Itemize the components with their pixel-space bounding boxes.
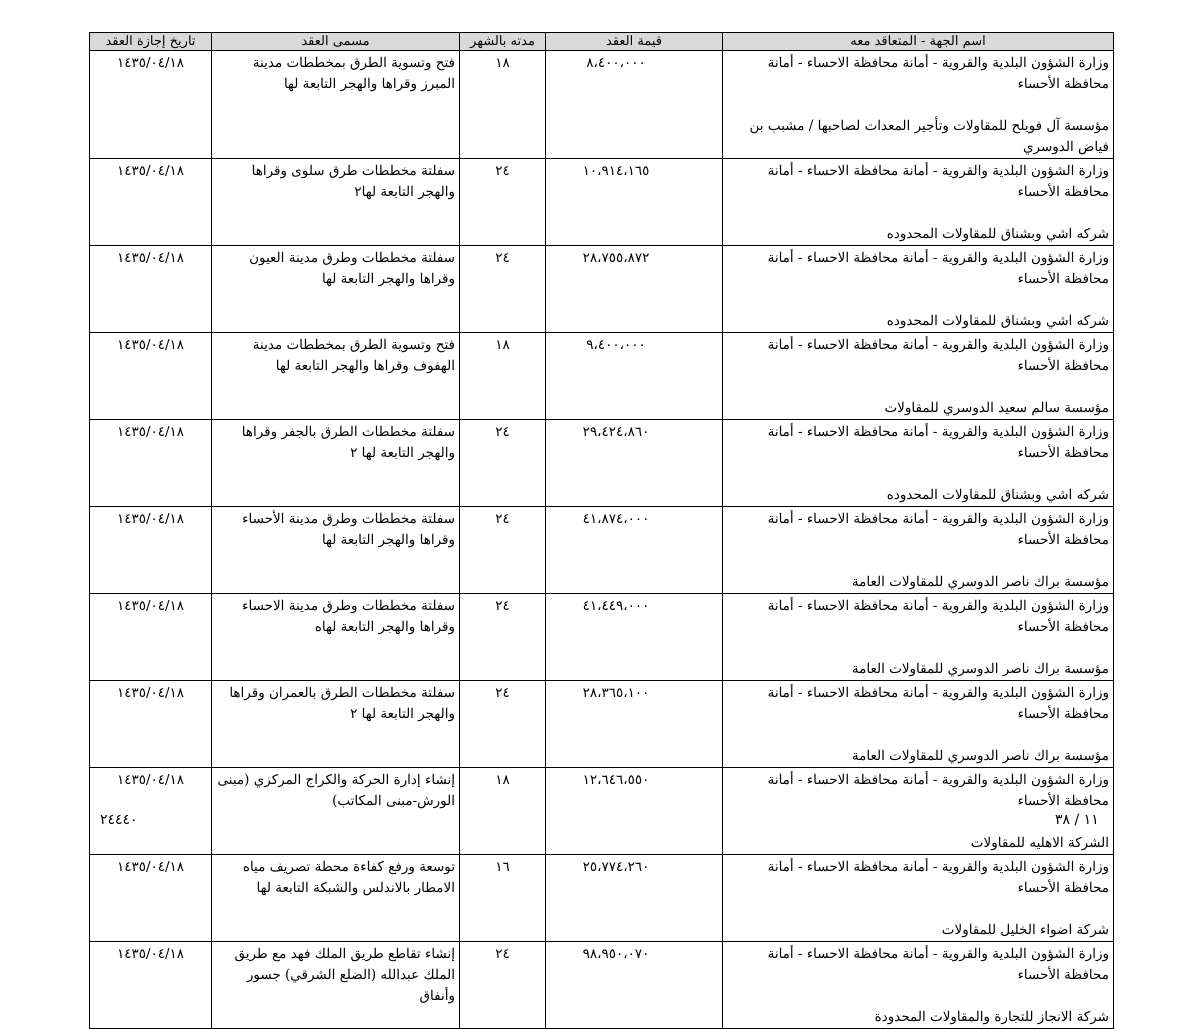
cell-duration: ٢٤ bbox=[460, 159, 546, 246]
contractor-name: شركة الانجاز للتجارة والمقاولات المحدودة bbox=[874, 1009, 1109, 1025]
government-entity: وزارة الشؤون البلدية والقروية - أمانة محافظة الاحساء - أمانة محافظة الأحساء bbox=[767, 424, 1109, 461]
cell-entity bbox=[723, 855, 1114, 942]
cell-approval-date: ١٤٣٥/٠٤/١٨ bbox=[90, 246, 212, 333]
table-row bbox=[90, 594, 1114, 681]
cell-duration: ١٨ bbox=[460, 333, 546, 420]
cell-approval-date: ١٤٣٥/٠٤/١٨ bbox=[90, 855, 212, 942]
cell-contract-name: سفلتة مخططات وطرق مدينة العيون وقراها والهجر التابعة لها bbox=[212, 246, 460, 333]
footer-page-number: ١١ / ٣٨ bbox=[1055, 812, 1099, 828]
government-entity: وزارة الشؤون البلدية والقروية - أمانة محافظة الاحساء - أمانة محافظة الأحساء bbox=[767, 250, 1109, 287]
contractor-name: مؤسسة براك ناصر الدوسري للمقاولات العامة bbox=[851, 574, 1109, 590]
government-entity: وزارة الشؤون البلدية والقروية - أمانة محافظة الاحساء - أمانة محافظة الأحساء bbox=[767, 337, 1109, 374]
cell-contract-name: سفلتة مخططات وطرق مدينة الأحساء وقراها والهجر التابعة لها bbox=[212, 507, 460, 594]
cell-approval-date: ١٤٣٥/٠٤/١٨ bbox=[90, 507, 212, 594]
contracts-table bbox=[89, 32, 1114, 1029]
contractor-name: الشركة الاهليه للمقاولات bbox=[970, 835, 1109, 851]
table-row bbox=[90, 51, 1114, 159]
cell-contract-name: سفلتة مخططات الطرق بالعمران وقراها والهجر التابعة لها ٢ bbox=[212, 681, 460, 768]
table-row bbox=[90, 420, 1114, 507]
header-contract-name: مسمى العقد bbox=[212, 33, 460, 51]
government-entity: وزارة الشؤون البلدية والقروية - أمانة محافظة الاحساء - أمانة محافظة الأحساء bbox=[767, 511, 1109, 548]
contractor-name: مؤسسة براك ناصر الدوسري للمقاولات العامة bbox=[851, 748, 1109, 764]
cell-contract-value: ٢٩،٤٢٤،٨٦٠ bbox=[546, 420, 723, 507]
table-row bbox=[90, 246, 1114, 333]
table-row bbox=[90, 855, 1114, 942]
cell-contract-name: سفلتة مخططات طرق سلوى وقراها والهجر التابعة لها٢ bbox=[212, 159, 460, 246]
cell-entity bbox=[723, 420, 1114, 507]
footer-reference-number: ٢٤٤٤٠ bbox=[100, 812, 138, 828]
cell-duration: ٢٤ bbox=[460, 942, 546, 1029]
cell-contract-name: إنشاء تقاطع طريق الملك فهد مع طريق الملك عبدالله (الضلع الشرقي) جسور وأنفاق bbox=[212, 942, 460, 1029]
cell-contract-value: ٩٨،٩٥٠،٠٧٠ bbox=[546, 942, 723, 1029]
header-approval-date: تاريخ إجازة العقد bbox=[90, 33, 212, 51]
contractor-name: شركه اشي وبشناق للمقاولات المحدوده bbox=[886, 487, 1109, 503]
cell-approval-date: ١٤٣٥/٠٤/١٨ bbox=[90, 333, 212, 420]
government-entity: وزارة الشؤون البلدية والقروية - أمانة محافظة الاحساء - أمانة محافظة الأحساء bbox=[767, 685, 1109, 722]
header-duration: مدته بالشهر bbox=[460, 33, 546, 51]
cell-approval-date: ١٤٣٥/٠٤/١٨ bbox=[90, 768, 212, 855]
cell-contract-name: سفلتة مخططات وطرق مدينة الاحساء وقراها والهجر التابعة لهاه bbox=[212, 594, 460, 681]
cell-entity bbox=[723, 681, 1114, 768]
cell-approval-date: ١٤٣٥/٠٤/١٨ bbox=[90, 420, 212, 507]
contractor-name: مؤسسة سالم سعيد الدوسري للمقاولات bbox=[884, 400, 1109, 416]
cell-duration: ٢٤ bbox=[460, 681, 546, 768]
cell-entity bbox=[723, 51, 1114, 159]
header-value: قيمة العقد bbox=[546, 33, 723, 51]
cell-contract-name: توسعة ورفع كفاءة محطة تصريف مياه الامطار بالاندلس والشبكة التابعة لها bbox=[212, 855, 460, 942]
cell-contract-value: ٨،٤٠٠،٠٠٠ bbox=[546, 51, 723, 159]
cell-contract-name: فتح وتسوية الطرق بمخططات مدينة الهفوف وقراها والهجر التابعة لها bbox=[212, 333, 460, 420]
cell-contract-name: إنشاء إدارة الحركة والكراج المركزي (مبنى الورش-مبنى المكاتب) bbox=[212, 768, 460, 855]
contractor-name: شركه اشي وبشناق للمقاولات المحدوده bbox=[886, 313, 1109, 329]
cell-contract-value: ١٢،٦٤٦،٥٥٠ bbox=[546, 768, 723, 855]
government-entity: وزارة الشؤون البلدية والقروية - أمانة محافظة الاحساء - أمانة محافظة الأحساء bbox=[767, 163, 1109, 200]
contractor-name: مؤسسة براك ناصر الدوسري للمقاولات العامة bbox=[851, 661, 1109, 677]
government-entity: وزارة الشؤون البلدية والقروية - أمانة محافظة الاحساء - أمانة محافظة الأحساء bbox=[767, 55, 1109, 92]
cell-duration: ١٦ bbox=[460, 855, 546, 942]
cell-contract-value: ٢٨،٣٦٥،١٠٠ bbox=[546, 681, 723, 768]
cell-contract-value: ٩،٤٠٠،٠٠٠ bbox=[546, 333, 723, 420]
contractor-name: مؤسسة آل فويلح للمقاولات وتأجير المعدات لصاحبها / مشبب بن فياض الدوسري bbox=[749, 118, 1109, 155]
cell-contract-name: فتح وتسوية الطرق بمخططات مدينة المبرز وقراها والهجر التابعة لها bbox=[212, 51, 460, 159]
table-row bbox=[90, 507, 1114, 594]
cell-contract-value: ٢٨،٧٥٥،٨٧٢ bbox=[546, 246, 723, 333]
contractor-name: شركة اضواء الخليل للمقاولات bbox=[941, 922, 1109, 938]
cell-duration: ١٨ bbox=[460, 768, 546, 855]
cell-entity bbox=[723, 159, 1114, 246]
cell-contract-value: ٤١،٨٧٤،٠٠٠ bbox=[546, 507, 723, 594]
cell-approval-date: ١٤٣٥/٠٤/١٨ bbox=[90, 942, 212, 1029]
table-row bbox=[90, 333, 1114, 420]
table-header-row bbox=[90, 33, 1114, 51]
table-row bbox=[90, 768, 1114, 855]
table-row bbox=[90, 942, 1114, 1029]
cell-duration: ٢٤ bbox=[460, 507, 546, 594]
cell-approval-date: ١٤٣٥/٠٤/١٨ bbox=[90, 594, 212, 681]
cell-contract-value: ٤١،٤٤٩،٠٠٠ bbox=[546, 594, 723, 681]
cell-contract-value: ٢٥،٧٧٤،٢٦٠ bbox=[546, 855, 723, 942]
cell-approval-date: ١٤٣٥/٠٤/١٨ bbox=[90, 681, 212, 768]
cell-approval-date: ١٤٣٥/٠٤/١٨ bbox=[90, 51, 212, 159]
cell-entity bbox=[723, 594, 1114, 681]
government-entity: وزارة الشؤون البلدية والقروية - أمانة محافظة الاحساء - أمانة محافظة الأحساء bbox=[767, 772, 1109, 809]
table-row bbox=[90, 159, 1114, 246]
government-entity: وزارة الشؤون البلدية والقروية - أمانة محافظة الاحساء - أمانة محافظة الأحساء bbox=[767, 859, 1109, 896]
contractor-name: شركه اشي وبشناق للمقاولات المحدوده bbox=[886, 226, 1109, 242]
cell-entity bbox=[723, 333, 1114, 420]
cell-entity bbox=[723, 507, 1114, 594]
cell-duration: ٢٤ bbox=[460, 420, 546, 507]
cell-approval-date: ١٤٣٥/٠٤/١٨ bbox=[90, 159, 212, 246]
cell-entity bbox=[723, 246, 1114, 333]
table-row bbox=[90, 681, 1114, 768]
cell-entity bbox=[723, 768, 1114, 855]
cell-contract-value: ١٠،٩١٤،١٦٥ bbox=[546, 159, 723, 246]
government-entity: وزارة الشؤون البلدية والقروية - أمانة محافظة الاحساء - أمانة محافظة الأحساء bbox=[767, 598, 1109, 635]
header-entity: اسم الجهة - المتعاقد معه bbox=[723, 33, 1114, 51]
cell-contract-name: سفلتة مخططات الطرق بالجفر وقراها والهجر التابعة لها ٢ bbox=[212, 420, 460, 507]
cell-duration: ٢٤ bbox=[460, 246, 546, 333]
cell-duration: ١٨ bbox=[460, 51, 546, 159]
cell-entity bbox=[723, 942, 1114, 1029]
government-entity: وزارة الشؤون البلدية والقروية - أمانة محافظة الاحساء - أمانة محافظة الأحساء bbox=[767, 946, 1109, 983]
cell-duration: ٢٤ bbox=[460, 594, 546, 681]
